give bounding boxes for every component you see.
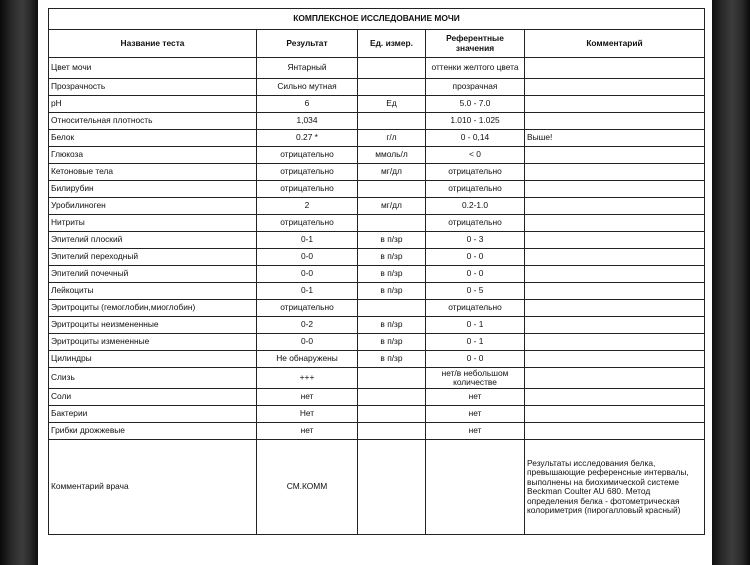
header-unit: Ед. измер. <box>358 30 426 58</box>
test-reference: 0 - 1 <box>426 317 525 334</box>
test-result: отрицательно <box>257 181 358 198</box>
report-title: КОМПЛЕКСНОЕ ИССЛЕДОВАНИЕ МОЧИ <box>49 9 705 30</box>
test-comment <box>525 215 705 232</box>
table-row <box>49 147 705 164</box>
table-row <box>49 181 705 198</box>
test-comment <box>525 368 705 389</box>
test-unit: Ед <box>358 96 426 113</box>
test-comment <box>525 406 705 423</box>
test-unit: в п/зр <box>358 283 426 300</box>
test-reference: отрицательно <box>426 300 525 317</box>
test-comment <box>525 389 705 406</box>
table-row <box>49 423 705 440</box>
table-row <box>49 389 705 406</box>
test-result: 0-1 <box>257 283 358 300</box>
table-row <box>49 113 705 130</box>
test-reference: отрицательно <box>426 215 525 232</box>
test-name: Относительная плотность <box>49 113 257 130</box>
test-name: Кетоновые тела <box>49 164 257 181</box>
table-row <box>49 198 705 215</box>
test-reference: 1.010 - 1.025 <box>426 113 525 130</box>
test-reference: оттенки желтого цвета <box>426 58 525 79</box>
header-result: Результат <box>257 30 358 58</box>
test-comment: Выше! <box>525 130 705 147</box>
test-name: Слизь <box>49 368 257 389</box>
test-unit: в п/зр <box>358 334 426 351</box>
test-comment <box>525 317 705 334</box>
table-row <box>49 232 705 249</box>
test-result: 0-1 <box>257 232 358 249</box>
test-result: 0.27 * <box>257 130 358 147</box>
test-comment <box>525 96 705 113</box>
test-reference: отрицательно <box>426 181 525 198</box>
test-unit: мг/дл <box>358 198 426 215</box>
test-unit: ммоль/л <box>358 147 426 164</box>
test-name: Бактерии <box>49 406 257 423</box>
table-row <box>49 334 705 351</box>
test-unit <box>358 215 426 232</box>
test-name: Цвет мочи <box>49 58 257 79</box>
test-comment <box>525 181 705 198</box>
test-name: Прозрачность <box>49 79 257 96</box>
test-unit: в п/зр <box>358 232 426 249</box>
table-row <box>49 164 705 181</box>
report-sheet <box>38 0 712 565</box>
test-result: Не обнаружены <box>257 351 358 368</box>
header-test-name: Название теста <box>49 30 257 58</box>
test-comment <box>525 249 705 266</box>
test-unit: в п/зр <box>358 351 426 368</box>
test-unit <box>358 300 426 317</box>
test-comment <box>525 147 705 164</box>
test-result: нет <box>257 423 358 440</box>
test-comment <box>525 334 705 351</box>
test-name: Уробилиноген <box>49 198 257 215</box>
test-name: Комментарий врача <box>49 440 257 535</box>
test-reference: нет <box>426 389 525 406</box>
test-comment <box>525 283 705 300</box>
test-name: Эритроциты измененные <box>49 334 257 351</box>
test-reference: 0 - 1 <box>426 334 525 351</box>
test-name: Эпителий плоский <box>49 232 257 249</box>
test-comment <box>525 198 705 215</box>
doctor-comment-row <box>49 440 705 535</box>
table-row <box>49 96 705 113</box>
test-unit <box>358 389 426 406</box>
test-unit <box>358 406 426 423</box>
test-unit: в п/зр <box>358 266 426 283</box>
test-reference: 5.0 - 7.0 <box>426 96 525 113</box>
test-unit <box>358 423 426 440</box>
test-comment <box>525 164 705 181</box>
test-unit <box>358 58 426 79</box>
test-reference: 0 - 0 <box>426 266 525 283</box>
test-result: отрицательно <box>257 147 358 164</box>
test-comment <box>525 232 705 249</box>
test-unit <box>358 440 426 535</box>
header-reference: Референтные значения <box>426 30 525 58</box>
table-row <box>49 249 705 266</box>
test-reference: нет/в небольшом количестве <box>426 368 525 389</box>
test-unit <box>358 113 426 130</box>
test-unit <box>358 79 426 96</box>
test-name: Белок <box>49 130 257 147</box>
test-reference: 0 - 0 <box>426 351 525 368</box>
test-reference: прозрачная <box>426 79 525 96</box>
table-row <box>49 215 705 232</box>
test-result: Янтарный <box>257 58 358 79</box>
test-comment <box>525 113 705 130</box>
test-name: pH <box>49 96 257 113</box>
table-row <box>49 130 705 147</box>
test-result: Сильно мутная <box>257 79 358 96</box>
test-comment <box>525 423 705 440</box>
header-row <box>49 30 705 58</box>
test-name: Нитриты <box>49 215 257 232</box>
test-result: 0-2 <box>257 317 358 334</box>
test-reference: 0.2-1.0 <box>426 198 525 215</box>
table-row <box>49 351 705 368</box>
test-result: 6 <box>257 96 358 113</box>
test-unit: в п/зр <box>358 317 426 334</box>
test-unit: мг/дл <box>358 164 426 181</box>
table-row <box>49 368 705 389</box>
test-reference: нет <box>426 423 525 440</box>
test-comment <box>525 79 705 96</box>
test-result: отрицательно <box>257 164 358 181</box>
test-result: 0-0 <box>257 249 358 266</box>
test-result: СМ.КОММ <box>257 440 358 535</box>
test-result: нет <box>257 389 358 406</box>
test-result: Нет <box>257 406 358 423</box>
test-result: +++ <box>257 368 358 389</box>
test-name: Эпителий переходный <box>49 249 257 266</box>
test-name: Лейкоциты <box>49 283 257 300</box>
test-reference: отрицательно <box>426 164 525 181</box>
test-reference: 0 - 0 <box>426 249 525 266</box>
test-result: отрицательно <box>257 300 358 317</box>
test-result: отрицательно <box>257 215 358 232</box>
test-name: Цилиндры <box>49 351 257 368</box>
test-comment <box>525 58 705 79</box>
test-name: Эритроциты (гемоглобин,миоглобин) <box>49 300 257 317</box>
test-comment <box>525 300 705 317</box>
test-reference: < 0 <box>426 147 525 164</box>
test-unit: в п/зр <box>358 249 426 266</box>
test-name: Грибки дрожжевые <box>49 423 257 440</box>
doctor-comment-text: Результаты исследования белка, превышающие референсные интервалы, выполнены на биохимической системе Beckman Coulter AU 680. Метод определения белка - фотометрическая колориметрия (пирогалловый красный) <box>525 440 705 535</box>
test-unit <box>358 368 426 389</box>
test-name: Соли <box>49 389 257 406</box>
table-row <box>49 79 705 96</box>
test-result: 0-0 <box>257 266 358 283</box>
test-result: 2 <box>257 198 358 215</box>
test-result: 0-0 <box>257 334 358 351</box>
test-comment <box>525 351 705 368</box>
test-name: Билирубин <box>49 181 257 198</box>
test-unit <box>358 181 426 198</box>
test-reference: 0 - 3 <box>426 232 525 249</box>
table-row <box>49 406 705 423</box>
test-reference: 0 - 5 <box>426 283 525 300</box>
test-name: Эпителий почечный <box>49 266 257 283</box>
test-result: 1,034 <box>257 113 358 130</box>
test-name: Эритроциты неизмененные <box>49 317 257 334</box>
urinalysis-table <box>48 8 705 535</box>
table-row <box>49 283 705 300</box>
test-reference: 0 - 0,14 <box>426 130 525 147</box>
test-name: Глюкоза <box>49 147 257 164</box>
test-comment <box>525 266 705 283</box>
table-row <box>49 58 705 79</box>
header-comment: Комментарий <box>525 30 705 58</box>
test-reference <box>426 440 525 535</box>
table-row <box>49 300 705 317</box>
test-unit: г/л <box>358 130 426 147</box>
test-reference: нет <box>426 406 525 423</box>
table-row <box>49 317 705 334</box>
table-row <box>49 266 705 283</box>
